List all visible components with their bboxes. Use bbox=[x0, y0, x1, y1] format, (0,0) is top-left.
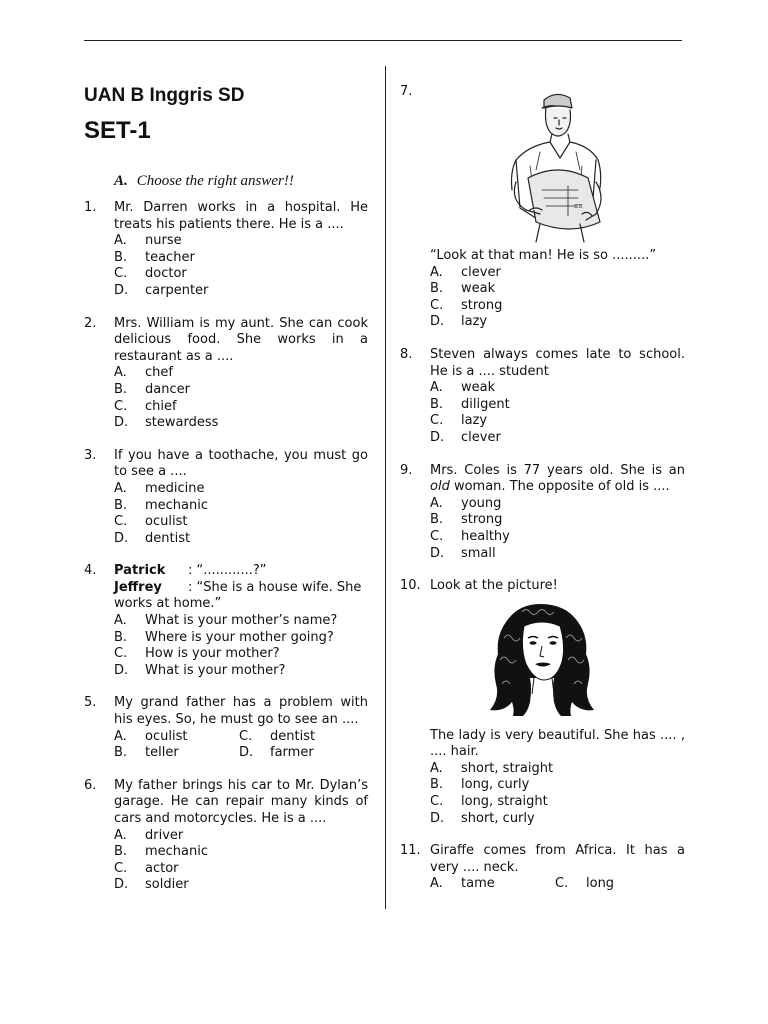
question-number: 7. bbox=[400, 84, 413, 99]
question-stem: Mr. Darren works in a hospital. He treats his patients there. He is a .... bbox=[114, 200, 368, 232]
option-c[interactable]: C. healthy bbox=[430, 528, 510, 544]
option-d[interactable]: D. short, curly bbox=[430, 810, 535, 826]
curly-haired-lady-illustration bbox=[482, 598, 602, 716]
option-a[interactable]: A. tame bbox=[430, 876, 495, 892]
option-c[interactable]: C. chief bbox=[114, 398, 177, 414]
option-d[interactable]: D. small bbox=[430, 545, 496, 561]
option-b[interactable]: B. long, curly bbox=[430, 777, 530, 793]
option-d[interactable]: D. What is your mother? bbox=[114, 662, 286, 678]
question-stem: Mrs. William is my aunt. She can cook delicious food. She works in a restaurant as a .... bbox=[114, 315, 368, 364]
question-8 bbox=[400, 347, 685, 447]
option-b[interactable]: B. mechanic bbox=[114, 497, 209, 513]
question-3 bbox=[84, 448, 368, 548]
option-c[interactable]: C. doctor bbox=[114, 266, 187, 282]
question-7 bbox=[400, 84, 685, 331]
option-a[interactable]: A. chef bbox=[114, 365, 173, 381]
question-10 bbox=[400, 578, 685, 827]
question-number: 11. bbox=[400, 843, 421, 859]
option-c[interactable]: C. long bbox=[555, 876, 615, 892]
option-c[interactable]: C. long, straight bbox=[430, 794, 548, 810]
speaker-name: Jeffrey bbox=[114, 579, 162, 595]
svg-text:≡≡: ≡≡ bbox=[574, 202, 583, 210]
man-carrying-sack-illustration bbox=[470, 86, 630, 244]
question-5 bbox=[84, 695, 368, 761]
option-a[interactable]: A. driver bbox=[114, 827, 184, 843]
section-letter: A. bbox=[114, 173, 128, 189]
question-stem: The lady is very beautiful. She has .... , .... hair. bbox=[430, 727, 685, 760]
question-2 bbox=[84, 316, 368, 432]
option-a[interactable]: A. oculist bbox=[114, 728, 188, 744]
option-c[interactable]: C. strong bbox=[430, 297, 503, 313]
question-number: 3. bbox=[84, 447, 97, 463]
question-number: 1. bbox=[84, 200, 97, 215]
option-a[interactable]: A. medicine bbox=[114, 480, 205, 496]
instruction-text: Choose the right answer!! bbox=[136, 173, 294, 189]
question-stem: My father brings his car to Mr. Dylan’s garage. He can repair many kinds of cars and motorcycles. He is a .... bbox=[114, 777, 368, 826]
question-6 bbox=[84, 778, 368, 894]
option-b[interactable]: B. diligent bbox=[430, 396, 510, 412]
question-stem: Steven always comes late to school. He is a .... student bbox=[430, 346, 685, 379]
option-d[interactable]: D. farmer bbox=[239, 745, 314, 761]
question-stem: My grand father has a problem with his eyes. So, he must go to see an .... bbox=[114, 695, 368, 728]
question-4 bbox=[84, 563, 368, 679]
option-d[interactable]: D. dentist bbox=[114, 530, 191, 546]
question-1 bbox=[84, 200, 368, 300]
option-c[interactable]: C. dentist bbox=[239, 728, 316, 744]
question-number: 2. bbox=[84, 315, 97, 331]
option-c[interactable]: C. actor bbox=[114, 860, 179, 876]
question-intro: Look at the picture! bbox=[430, 578, 558, 594]
dialogue-line-1: Patrick : “............?” bbox=[114, 563, 267, 579]
question-number: 8. bbox=[400, 346, 413, 362]
option-a[interactable]: A. nurse bbox=[114, 233, 182, 249]
option-c[interactable]: C. oculist bbox=[114, 514, 188, 530]
option-d[interactable]: D. clever bbox=[430, 429, 501, 445]
option-b[interactable]: B. teacher bbox=[114, 249, 195, 265]
option-d[interactable]: D. carpenter bbox=[114, 282, 209, 298]
set-title: SET-1 bbox=[84, 117, 151, 144]
option-c[interactable]: C. lazy bbox=[430, 413, 488, 429]
speaker-name: Patrick bbox=[114, 563, 166, 579]
question-11 bbox=[400, 843, 685, 893]
section-instruction bbox=[114, 172, 368, 190]
question-number: 6. bbox=[84, 777, 97, 793]
question-number: 9. bbox=[400, 462, 413, 478]
right-column bbox=[400, 84, 685, 893]
option-b[interactable]: B. mechanic bbox=[114, 844, 209, 860]
option-b[interactable]: B. teller bbox=[114, 745, 179, 761]
left-column bbox=[84, 84, 368, 894]
option-b[interactable]: B. strong bbox=[430, 512, 503, 528]
question-number: 4. bbox=[84, 563, 97, 579]
option-b[interactable]: B. weak bbox=[430, 281, 496, 297]
question-stem: Giraffe comes from Africa. It has a very .... neck. bbox=[430, 843, 685, 875]
option-d[interactable]: D. soldier bbox=[114, 877, 189, 893]
column-divider bbox=[385, 66, 386, 909]
dialogue-line-2: Jeffrey : “She is a house wife. She works at home.” bbox=[114, 579, 362, 612]
question-stem: If you have a toothache, you must go to see a .... bbox=[114, 447, 368, 480]
question-9 bbox=[400, 463, 685, 563]
top-rule bbox=[84, 40, 682, 41]
option-a[interactable]: A. young bbox=[430, 495, 502, 511]
option-b[interactable]: B. Where is your mother going? bbox=[114, 629, 334, 645]
option-d[interactable]: D. stewardess bbox=[114, 415, 219, 431]
question-stem: “Look at that man! He is so .........” bbox=[430, 248, 657, 263]
question-number: 5. bbox=[84, 695, 97, 711]
option-a[interactable]: A. weak bbox=[430, 380, 496, 396]
option-a[interactable]: A. clever bbox=[430, 264, 501, 280]
option-d[interactable]: D. lazy bbox=[430, 314, 488, 330]
option-a[interactable]: A. short, straight bbox=[430, 760, 554, 776]
document-title: UAN B Inggris SD bbox=[84, 85, 245, 106]
option-c[interactable]: C. How is your mother? bbox=[114, 646, 280, 662]
option-b[interactable]: B. dancer bbox=[114, 381, 190, 397]
option-a[interactable]: A. What is your mother’s name? bbox=[114, 613, 338, 629]
question-number: 10. bbox=[400, 578, 421, 594]
question-stem: Mrs. Coles is 77 years old. She is an old woman. The opposite of old is .... bbox=[430, 462, 685, 495]
